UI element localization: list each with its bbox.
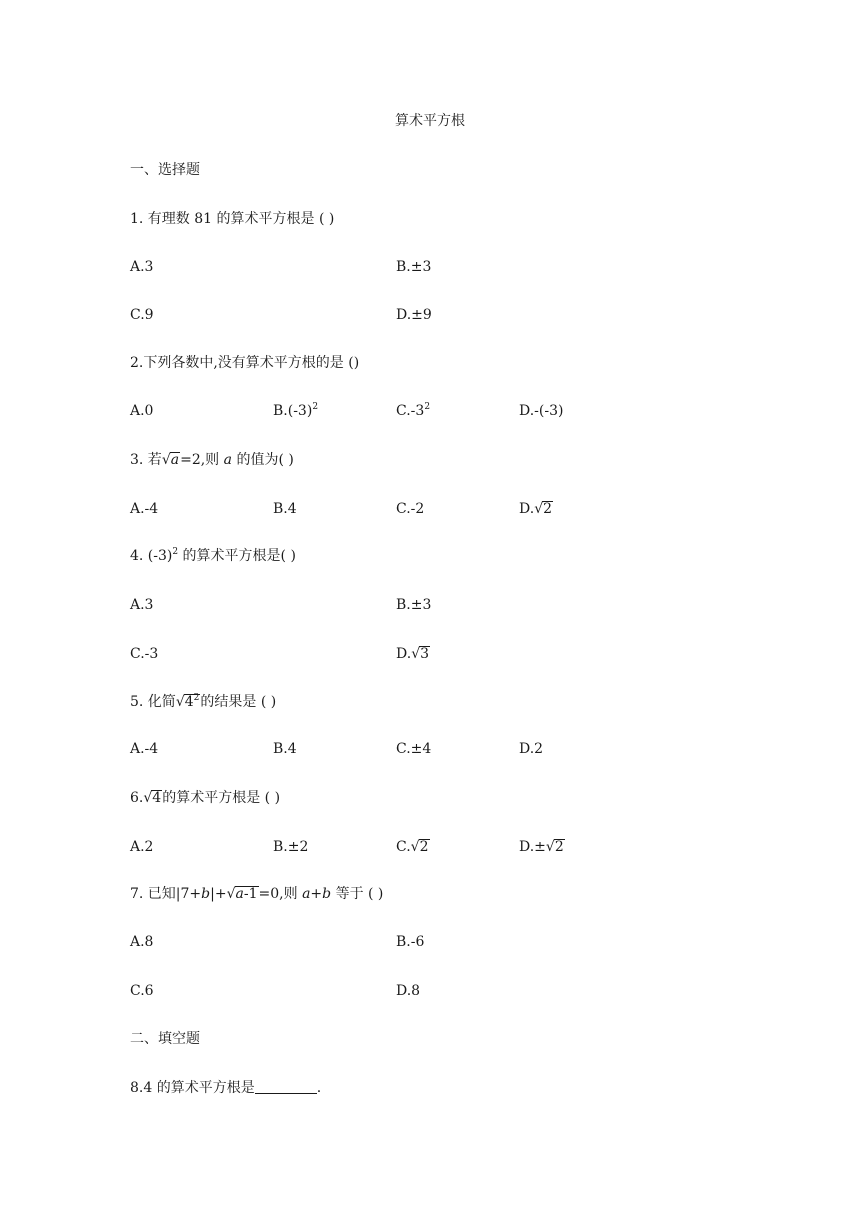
q4-option-b: B.±3 — [396, 597, 432, 613]
q4-option-c: C.-3 — [130, 646, 159, 662]
q6-option-c: C.√2 — [396, 839, 429, 855]
q2-option-d: D.-(-3) — [519, 403, 564, 419]
sqrt-expression: $√4^2$ — [175, 693, 200, 710]
q2-option-a: A.0 — [130, 403, 154, 419]
q7-option-b: B.-6 — [396, 934, 425, 950]
q2-option-b: $B.(-3)^2$ — [273, 402, 319, 419]
q1-option-a: A.3 — [130, 259, 154, 275]
q4-option-a: A.3 — [130, 597, 154, 613]
q3-option-a: A.-4 — [130, 501, 159, 517]
section-heading-choice: 一、选择题 — [130, 162, 200, 178]
question-8-stem: 8.4 的算术平方根是 . — [130, 1080, 322, 1096]
q1-option-d: D.±9 — [396, 307, 432, 323]
q5-option-d: D.2 — [519, 741, 544, 757]
question-4-stem: 4. $(-3)^2$ 的算术平方根是( ) — [130, 547, 296, 564]
page-title: 算术平方根 — [395, 113, 465, 129]
q5-option-b: B.4 — [273, 741, 297, 757]
q5-option-a: A.-4 — [130, 741, 159, 757]
sqrt-expression: √4 — [143, 790, 162, 806]
sqrt-expression: √a — [161, 452, 180, 468]
q6-option-a: A.2 — [130, 839, 154, 855]
question-6-stem: 6.√4的算术平方根是 ( ) — [130, 790, 281, 806]
answer-blank — [255, 1080, 317, 1094]
question-7-stem: 7. 已知|7+b|+√a-1=0,则 a+b 等于 ( ) — [130, 886, 384, 902]
q4-option-d: D.√3 — [396, 646, 430, 662]
q5-option-c: C.±4 — [396, 741, 432, 757]
q3-option-c: C.-2 — [396, 501, 425, 517]
q7-option-a: A.8 — [130, 934, 154, 950]
q2-option-c: $C.-3^2$ — [396, 402, 431, 419]
q3-option-b: B.4 — [273, 501, 297, 517]
question-1-stem: 1. 有理数 81 的算术平方根是 ( ) — [130, 211, 335, 227]
question-3-stem: 3. 若√a=2,则 a 的值为( ) — [130, 452, 294, 468]
question-2-stem: 2.下列各数中,没有算术平方根的是 () — [130, 355, 360, 371]
q7-option-c: C.6 — [130, 983, 154, 999]
q6-option-b: B.±2 — [273, 839, 309, 855]
section-heading-fill: 二、填空题 — [130, 1031, 200, 1047]
q7-option-d: D.8 — [396, 983, 421, 999]
q1-option-b: B.±3 — [396, 259, 432, 275]
sqrt-expression: √a-1 — [226, 886, 258, 902]
question-5-stem: 5. 化简$√4^2$的结果是 ( ) — [130, 693, 277, 710]
q3-option-d: D.√2 — [519, 501, 553, 517]
q1-option-c: C.9 — [130, 307, 154, 323]
q6-option-d: D.±√2 — [519, 839, 564, 855]
